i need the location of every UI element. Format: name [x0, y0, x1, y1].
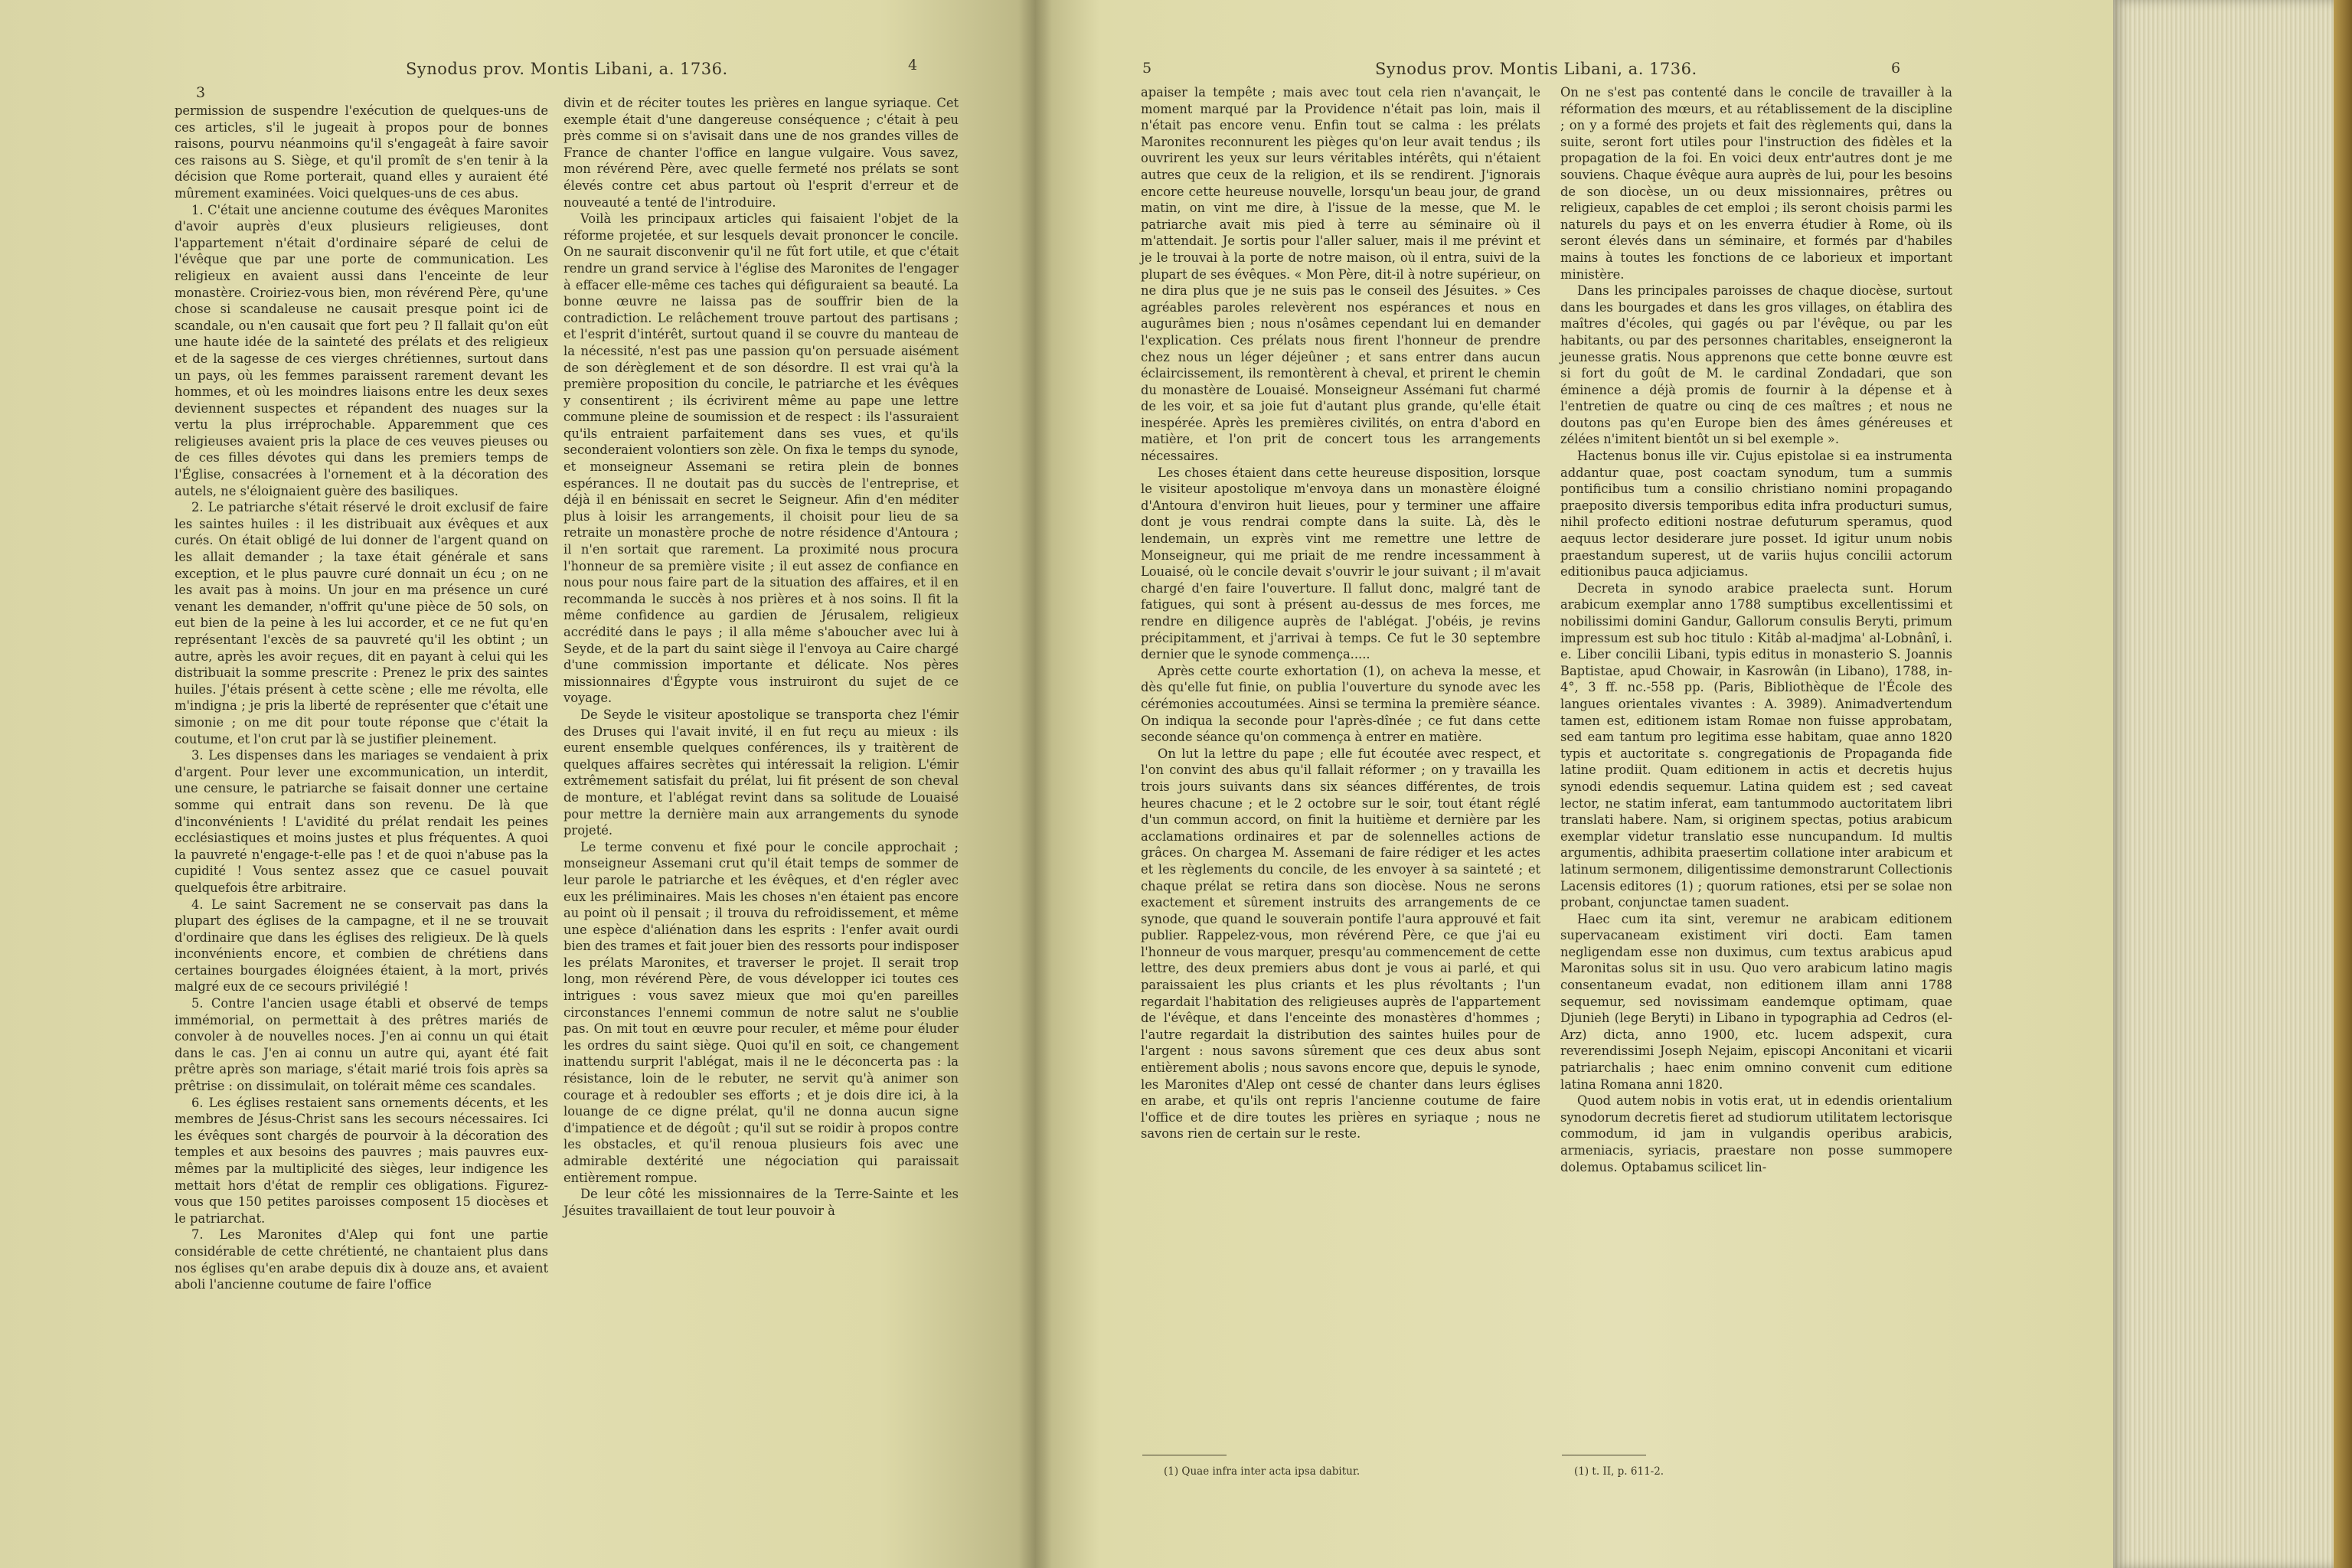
right-running-head: Synodus prov. Montis Libani, a. 1736. — [1375, 60, 1697, 78]
left-column-a — [175, 103, 548, 1293]
right-column-number-a: 5 — [1142, 60, 1152, 77]
book-gutter — [1018, 0, 1052, 1568]
left-column-number-a: 3 — [196, 84, 206, 101]
footnote-a: (1) Quae infra inter acta ipsa dabitur. — [1164, 1465, 1361, 1478]
paragraph: De leur côté les missionnaires de la Terre-Sainte et les Jésuites travaillaient de tout leur pouvoir à — [564, 1187, 959, 1218]
paragraph: On lut la lettre du pape ; elle fut écoutée avec respect, et l'on convint des abus qu'il fallait réformer ; on y travailla les trois jours suivants dans six séances différentes, de trois heures chacune ; et le 2 octobre sur le soir, tout étant réglé d'un commun accord, on finit la huitième et dernière par les acclamations ordinaires et par de solennelles actions de grâces. On chargea M. Assemani de faire rédiger et les actes et les règlements du concile, de les envoyer à sa sainteté ; et chaque prélat se retira dans son diocèse. Nous ne serons exactement et sûrement instruits des arrangements de ce synode, que quand le souverain pontife l'aura approuvé et fait publier. Rappelez-vous, mon révérend Père, ce que j'ai eu l'honneur de vous marquer, presqu'au commencement de cette lettre, des deux premiers abus dont je vous ai parlé, et qui paraissaient les plus criants et les plus révoltants ; l'un regardait l'habitation des religieuses auprès de l'appartement de l'évêque, et dans l'enceinte des monastères d'hommes ; l'autre regardait la distribution des saintes huiles pour de l'argent : nous savons sûrement que ces deux abus sont entièrement abolis ; nous savons encore que, depuis le synode, les Maronites d'Alep ont cessé de chanter dans leurs églises en arabe, et qu'ils ont repris l'ancienne coutume de faire l'office et de dire toutes les prières en syriaque ; nous ne savons rien de certain sur le reste. — [1141, 746, 1540, 1142]
paragraph: Decreta in synodo arabice praelecta sunt. Horum arabicum exemplar anno 1788 sumptibus excellentissimi et nobilissimi domini Gandur, Gallorum consulis Beryti, primum impressum est sub hoc titulo : Kitâb al-madjma' al-Lobnânî, i. e. Liber concilii Libani, typis editus in monasterio S. Joannis Baptistae, apud Chowair, in Kasrowân (in Libano), 1788, in-4°, 3 ff. nc.-558 pp. (Paris, Bibliothèque de l'École des langues orientales vivantes : A. 3989). Animadvertendum tamen est, editionem istam Romae non fuisse approbatam, sed eam tantum pro legitima esse habitam, quae anno 1820 typis et auctoritate s. congregationis de Propaganda fide latine prodiit. Quam editionem in actis et decretis hujus synodi edendis sequemur. Latina quidem est ; sed caveat lector, ne statim inferat, eam tantummodo auctoritatem libri translati habere. Nam, si originem spectas, potius arabicum exemplar videtur translatio esse nuncupandum. Id multis argumentis, adhibita praesertim collatione inter arabicum et latinum sermonem, diligentissime demonstrarunt Collectionis Lacensis editores (1) ; quorum rationes, etsi per se solae non probant, conjunctae tamen suadent. — [1560, 580, 1952, 910]
paragraph: Le terme convenu et fixé pour le concile approchait ; monseigneur Assemani crut qu'il était temps de sommer de leur parole le patriarche et les évêques, et d'en régler avec eux les préliminaires. Mais les choses n'en étaient pas encore au point où il pensait ; il trouva du refroidissement, et même une espèce d'aliénation dans les esprits : l'enfer avait ourdi bien des trames et fait jouer bien des ressorts pour indisposer les prélats Maronites, et traverser le projet. Il serait trop long, mon révérend Père, de vous développer ici toutes ces intrigues : vous savez mieux que moi qu'en pareilles circonstances l'ennemi commun de notre salut ne s'oublie pas. On mit tout en œuvre pour reculer, et même pour éluder les ordres du saint siège. Quoi qu'il en soit, ce changement inattendu surprit l'ablégat, mais il ne le déconcerta pas : la résistance, loin de le rebuter, ne servit qu'à animer son courage et à redoubler ses efforts ; et je dois dire ici, à la louange de ce digne prélat, qu'il ne donna aucun signe d'impatience et de dégoût ; qu'il sut se roidir à propos contre les obstacles, et qu'il renoua plusieurs fois avec une admirable dextérité une négociation qui paraissait entièrement rompue. — [564, 839, 959, 1185]
right-page — [1035, 0, 2113, 1568]
right-column-a — [1141, 84, 1540, 1142]
left-column-b — [564, 95, 959, 1219]
paragraph: 7. Les Maronites d'Alep qui font une partie considérable de cette chrétienté, ne chantaient plus dans nos églises qu'en arabe depuis dix à douze ans, et avaient aboli l'ancienne coutume de faire l'office — [175, 1227, 548, 1292]
paragraph: 2. Le patriarche s'était réservé le droit exclusif de faire les saintes huiles : il les distribuait aux évêques et aux curés. On était obligé de lui donner de l'argent quand on les allait demander ; la taxe était générale et sans exception, et le plus pauvre curé donnait un écu ; on ne les avait pas à moins. Un jour en ma présence un curé venant les demander, n'offrit qu'une pièce de 50 sols, on eut bien de la peine à les lui accorder, et ce ne fut qu'en représentant l'excès de sa pauvreté qu'il les obtint ; un autre, après les avoir reçues, dit en payant à celui qui les distribuait la somme prescrite : Prenez le prix des saintes huiles. J'étais présent à cette scène ; elle me révolta, elle m'indigna ; je pris la liberté de représenter que c'était une simonie ; on me dit pour toute réponse que c'était la coutume, et l'on crut par là se justifier pleinement. — [175, 500, 548, 746]
paragraph: Quod autem nobis in votis erat, ut in edendis orientalium synodorum decretis fieret ad studiorum utilitatem lectorisque commodum, id jam in vulgandis operibus arabicis, armeniacis, syriacis, praestare non posse summopere dolemus. Optabamus scilicet lin- — [1560, 1093, 1952, 1174]
paragraph: 5. Contre l'ancien usage établi et observé de temps immémorial, on permettait à des prêtres mariés de convoler à de nouvelles noces. J'en ai connu un qui était dans le cas. J'en ai connu un autre qui, ayant été fait prêtre après son mariage, s'était marié trois fois après sa prêtrise : on dissimulait, on tolérait même ces scandales. — [175, 996, 548, 1094]
page-edges — [2113, 0, 2352, 1568]
paragraph: Haec cum ita sint, veremur ne arabicam editionem supervacaneam existiment viri docti. Eam tamen negligendam esse non duximus, cum textus arabicus apud Maronitas solus sit in usu. Quo vero arabicum latino magis consentaneum evadat, non editionem illam anni 1788 sequemur, sed novissimam eandemque optimam, quae Djunieh (lege Beryti) in Libano in typographia ad Cedros (el-Arz) dicta, anno 1900, etc. lucem adspexit, cura reverendissimi Joseph Nejaim, episcopi Anconitani et vicarii patriarchalis ; haec enim omnino convenit cum editione latina Romana anni 1820. — [1560, 911, 1952, 1092]
binding-band — [2334, 0, 2352, 1568]
paragraph: 3. Les dispenses dans les mariages se vendaient à prix d'argent. Pour lever une excommunication, un interdit, une censure, le patriarche se faisait donner une certaine somme qui entrait dans son revenu. De là que d'inconvénients ! L'avidité du prélat rendait les peines ecclésiastiques et moins justes et plus fréquentes. A quoi la pauvreté n'engage-t-elle pas ! et de quoi n'abuse pas la cupidité ! Vous sentez assez que ce casuel pouvait quelquefois être arbitraire. — [175, 748, 548, 895]
paragraph: De Seyde le visiteur apostolique se transporta chez l'émir des Druses qui l'avait invité, il en fut reçu au mieux : ils eurent ensemble quelques conférences, ils y traitèrent de quelques affaires secrètes qui intéressait la religion. L'émir extrêmement satisfait du prélat, lui fit présent de son cheval de monture, et l'ablégat revint dans sa solitude de Louaisé pour mettre la dernière main aux arrangements du synode projeté. — [564, 707, 959, 838]
left-column-number-b: 4 — [908, 57, 918, 74]
paragraph: divin et de réciter toutes les prières en langue syriaque. Cet exemple était d'une dangereuse conséquence ; c'était à peu près comme si on s'avisait dans une de nos grandes villes de France de chanter l'office en langue vulgaire. Vous savez, mon révérend Père, avec quelle fermeté nos prélats se sont élevés contre cet abus partout où l'esprit d'erreur et de nouveauté a tenté de l'introduire. — [564, 96, 959, 210]
paragraph: Voilà les principaux articles qui faisaient l'objet de la réforme projetée, et sur lesquels devait prononcer le concile. On ne saurait disconvenir qu'il ne fût fort utile, et que c'était rendre un grand service à l'église des Maronites de l'engager à effacer elle-même ces taches qui défiguraient sa beauté. La bonne œuvre ne laissa pas de souffrir bien de la contradiction. Le relâchement trouve partout des partisans ; et l'esprit d'intérêt, surtout quand il se couvre du manteau de la nécessité, n'est pas une passion qu'on persuade aisément de son dérèglement et de son désordre. Il est vrai qu'à la première proposition du concile, le patriarche et les évêques y consentirent ; ils écrivirent même au pape une lettre commune pleine de soumission et de respect : ils l'assuraient qu'ils entraient parfaitement dans ses vues, et qu'ils seconderaient volontiers son zèle. On fixa le temps du synode, et monseigneur Assemani se retira plein de bonnes espérances. Il ne doutait pas du succès de l'entreprise, et déjà il en bénissait en secret le Seigneur. Afin d'en méditer plus à loisir les arrangements, il choisit pour lieu de sa retraite un monastère proche de notre résidence d'Antoura ; il n'en sortait que rarement. La proximité nous procura l'honneur de sa première visite ; il eut assez de confiance en nous pour nous faire part de la situation des affaires, et il en recommanda le succès à nos prières et à nos soins. Il fit la même confidence au gardien de Jérusalem, religieux accrédité dans le pays ; il alla même s'aboucher avec lui à Seyde, et de la part du saint siège il l'envoya au Caire chargé d'une commission importante et délicate. Nos pères missionnaires d'Égypte vous instruiront du sujet de ce voyage. — [564, 211, 959, 706]
paragraph: Hactenus bonus ille vir. Cujus epistolae si ea instrumenta addantur quae, post coactam synodum, tum a summis pontificibus tum a consilio christiano nomini propagando praeposito diversis temporibus edita infra producturi sumus, nihil profecto editioni nostrae defuturum speramus, quod aequus lector desiderare jure posset. Id igitur unum nobis praestandum superest, ut de variis hujus concilii actorum editionibus pauca adjiciamus. — [1560, 449, 1952, 580]
paragraph: 6. Les églises restaient sans ornements décents, et les membres de Jésus-Christ sans les secours nécessaires. Ici les évêques sont chargés de pourvoir à la décoration des temples et aux besoins des pauvres ; mais pauvres eux-mêmes par la multiplicité des sièges, leur indigence les mettait hors d'état de remplir ces obligations. Figurez-vous que 150 petites paroisses composent 15 diocèses et le patriarchat. — [175, 1095, 548, 1226]
left-page — [0, 0, 1035, 1568]
paragraph: 4. Le saint Sacrement ne se conservait pas dans la plupart des églises de la campagne, et il ne se trouvait d'ordinaire que dans les églises des religieux. De là quels inconvénients encore, et combien de chrétiens dans certaines bourgades éloignées étaient, à la mort, privés malgré eux de ce secours privilégié ! — [175, 897, 548, 995]
paragraph: 1. C'était une ancienne coutume des évêques Maronites d'avoir auprès d'eux plusieurs religieuses, dont l'appartement n'était d'ordinaire séparé de celui de l'évêque que par une porte de communication. Les religieux en avaient aussi dans l'enceinte de leur monastère. Croiriez-vous bien, mon révérend Père, qu'une chose si scandaleuse ne causait presque point ici de scandale, ou n'en causait que fort peu ? Il fallait qu'on eût une haute idée de la sainteté des prélats et des religieux et de la sagesse de ces vierges chrétiennes, surtout dans un pays, où les femmes paraissent rarement devant les hommes, et où les moindres liaisons entre les deux sexes deviennent suspectes et répandent des nuages sur la vertu la plus irréprochable. Apparemment que ces religieuses avaient pris la place de ces veuves pieuses ou de ces filles dévotes qui dans les premiers temps de l'Église, consacrées à l'ornement et à la décoration des autels, ne s'éloignaient guère des basiliques. — [175, 202, 548, 498]
paragraph: Dans les principales paroisses de chaque diocèse, surtout dans les bourgades et dans les gros villages, on établira des maîtres d'écoles, qui gagés ou par l'évêque, ou par les habitants, ou par des personnes charitables, enseigneront la jeunesse gratis. Nous apprenons que cette bonne œuvre est si fort du goût de M. le cardinal Zondadari, que son éminence a déjà promis de fournir à la dépense et à l'entretien de quatre ou cinq de ces maîtres ; et nous ne doutons pas qu'en Europe bien des âmes généreuses et zélées n'imitent bientôt un si bel exemple ». — [1560, 283, 1952, 447]
right-column-b — [1560, 84, 1952, 1175]
footnote-b: (1) t. II, p. 611-2. — [1574, 1465, 1664, 1478]
paragraph: Après cette courte exhortation (1), on acheva la messe, et dès qu'elle fut finie, on publia l'ouverture du synode avec les cérémonies accoutumées. Ainsi se termina la première séance. On indiqua la seconde pour l'après-dînée ; ce fut dans cette seconde séance qu'on commença à entrer en matière. — [1141, 663, 1540, 745]
paragraph: On ne s'est pas contenté dans le concile de travailler à la réformation des mœurs, et au rétablissement de la discipline ; on y a formé des projets et fait des règlements qui, dans la suite, seront fort utiles pour l'instruction des fidèles et la propagation de la foi. En voici deux entr'autres dont je me souviens. Chaque évêque aura auprès de lui, pour les besoins de son diocèse, un ou deux missionnaires, prêtres ou religieux, capables de cet emploi ; ils seront choisis parmi les naturels du pays et on les enverra étudier à Rome, où ils seront élevés dans un séminaire, et formés par d'habiles mains à toutes les fonctions de ce laborieux et important ministère. — [1560, 85, 1952, 282]
right-column-number-b: 6 — [1891, 60, 1901, 77]
paragraph: apaiser la tempête ; mais avec tout cela rien n'avançait, le moment marqué par la Providence n'était pas loin, mais il n'était pas encore venu. Enfin tout se calma : les prélats Maronites reconnurent les pièges qu'on leur avait tendus ; ils ouvrirent les yeux sur leurs véritables intérêts, qui n'étaient autres que ceux de la religion, et ils se rendirent. J'ignorais encore cette heureuse nouvelle, lorsqu'un beau jour, de grand matin, on vint me dire, à l'issue de la messe, que M. le patriarche avait mis pied à terre au séminaire où il m'attendait. Je sortis pour l'aller saluer, mais il me prévint et je le trouvai à la porte de notre maison, où il entra, suivi de la plupart de ses évêques. « Mon Père, dit-il à notre supérieur, on ne dira plus que je ne suis pas le conseil des Jésuites. » Ces agréables paroles relevèrent nos espérances et nous en augurâmes bien ; nous n'osâmes cependant lui en demander l'explication. Ces prélats nous firent l'honneur de prendre chez nous un léger déjeûner ; et sans entrer dans aucun éclaircissement, ils remontèrent à cheval, et prirent le chemin du monastère de Louaisé. Monseigneur Assémani fut charmé de les voir, et sa joie fut d'autant plus grande, qu'elle était inespérée. Après les premières civilités, on entra d'abord en matière, et l'on prit de concert tous les arrangements nécessaires. — [1141, 85, 1540, 464]
paragraph: Les choses étaient dans cette heureuse disposition, lorsque le visiteur apostolique m'envoya dans un monastère éloigné d'Antoura d'environ huit lieues, pour y terminer une affaire dont je vous rendrai compte dans la suite. Là, dès le lendemain, un exprès vint me remettre une lettre de Monseigneur, qui me priait de me rendre incessamment à Louaisé, où le concile devait s'ouvrir le jour suivant ; il m'avait chargé d'en faire l'ouverture. Il fallut donc, malgré tant de fatigues, qui sont à présent au-dessus de mes forces, me rendre en diligence auprès de l'ablégat. J'obéis, je revins précipitamment, et j'arrivai à temps. Ce fut le 30 septembre dernier que le synode commença..... — [1141, 465, 1540, 662]
paragraph: permission de suspendre l'exécution de quelques-uns de ces articles, s'il le jugeait à propos pour de bonnes raisons, pourvu néanmoins qu'il s'engageât à faire savoir ces raisons au S. Siège, et qu'il promît de s'en tenir à la décision que Rome porterait, quand elles y auraient été mûrement examinées. Voici quelques-uns de ces abus. — [175, 103, 548, 201]
left-running-head: Synodus prov. Montis Libani, a. 1736. — [406, 60, 728, 78]
